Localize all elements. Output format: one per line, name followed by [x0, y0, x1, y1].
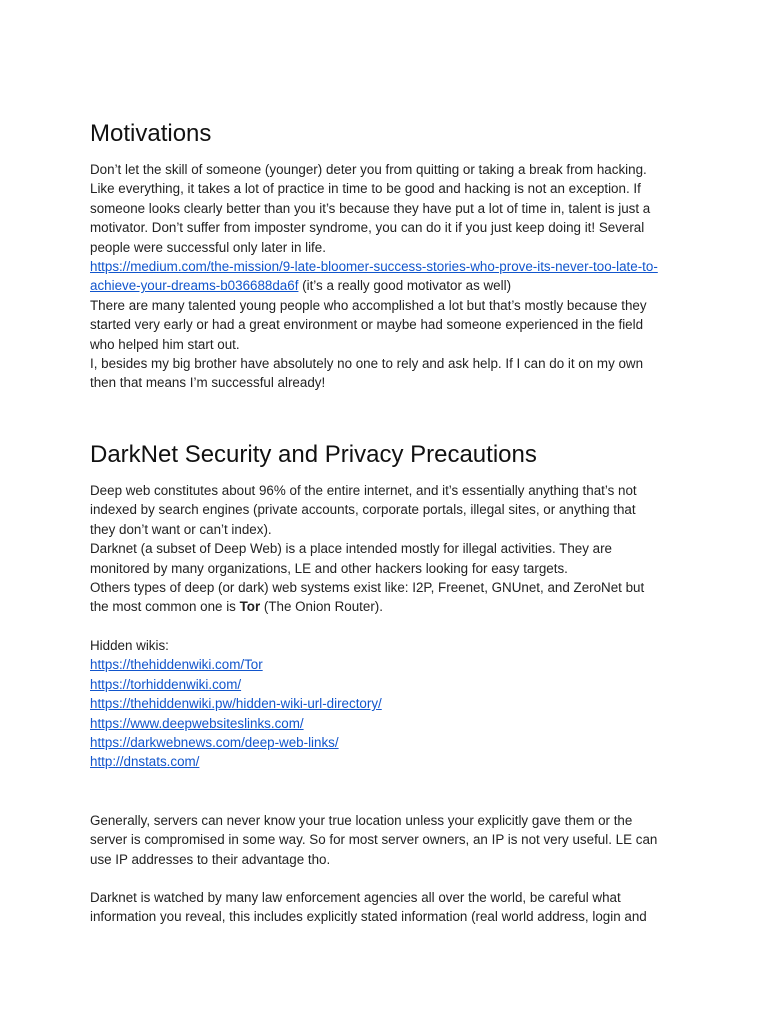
list-item [90, 714, 690, 733]
text-line: server is compromised in some way. So for most server owners, an IP is not very useful. LE can [90, 832, 658, 848]
ip-paragraph [90, 811, 690, 869]
tor-bold: Tor [239, 599, 261, 615]
list-item [90, 694, 690, 713]
text-line [90, 597, 690, 616]
motivations-body [90, 160, 690, 393]
medium-article-link[interactable]: https://medium.com/the-mission/9-late-bloomer-success-stories-who-prove-its-never-too-late-to- [90, 259, 658, 275]
text-line: monitored by many organizations, LE and other hackers looking for easy targets. [90, 560, 568, 576]
medium-article-link-cont[interactable]: achieve-your-dreams-b036688da6f [90, 278, 299, 294]
text-line: Darknet is watched by many law enforcement agencies all over the world, be careful what [90, 890, 621, 905]
link-comment: (it’s a really good motivator as well) [298, 278, 512, 294]
darknet-intro [90, 481, 690, 617]
section-heading-motivations: Motivations [90, 120, 212, 147]
text-line: Generally, servers can never know your true location unless your explicitly gave them or the [90, 813, 633, 828]
section-heading-darknet: DarkNet Security and Privacy Precautions [90, 441, 537, 468]
wiki-link[interactable]: https://www.deepwebsiteslinks.com/ [90, 715, 304, 731]
text-line: who helped him start out. [90, 336, 240, 352]
wiki-link[interactable]: https://thehiddenwiki.com/Tor [90, 657, 263, 673]
wiki-link[interactable]: https://torhiddenwiki.com/ [90, 676, 242, 692]
text-line: Like everything, it takes a lot of practice in time to be good and hacking is not an exception. If [90, 181, 641, 197]
watched-paragraph [90, 888, 690, 927]
text-line: use IP addresses to their advantage tho. [90, 851, 331, 867]
text-line: indexed by search engines (private accounts, corporate portals, illegal sites, or anything that [90, 502, 636, 518]
hidden-wikis-label: Hidden wikis: [90, 638, 169, 653]
wiki-link[interactable]: http://dnstats.com/ [90, 754, 200, 770]
text-line: Darknet (a subset of Deep Web) is a place intended mostly for illegal activities. They are [90, 541, 612, 557]
list-item [90, 733, 690, 752]
list-item [90, 752, 690, 771]
text-line: I, besides my big brother have absolutely no one to rely and ask help. If I can do it on my own [90, 356, 644, 372]
text-line: There are many talented young people who accomplished a lot but that’s mostly because they [90, 297, 647, 313]
text-line: people were successful only later in life. [90, 239, 326, 255]
text-line: they don’t want or can’t index). [90, 521, 272, 537]
list-item [90, 675, 690, 694]
text-line: started very early or had a great environment or maybe had someone experienced in the field [90, 317, 644, 333]
text-fragment: (The Onion Router). [260, 599, 383, 615]
text-line: Deep web constitutes about 96% of the entire internet, and it’s essentially anything that’s not [90, 483, 637, 498]
wiki-link[interactable]: https://thehiddenwiki.pw/hidden-wiki-url-directory/ [90, 696, 382, 712]
text-line [90, 257, 690, 276]
text-line: Others types of deep (or dark) web systems exist like: I2P, Freenet, GNUnet, and ZeroNet but [90, 580, 645, 596]
wiki-link[interactable]: https://darkwebnews.com/deep-web-links/ [90, 735, 339, 751]
text-line [90, 276, 690, 295]
text-line: Don’t let the skill of someone (younger) deter you from quitting or taking a break from hacking. [90, 162, 647, 177]
list-item [90, 655, 690, 674]
text-line: then that means I’m successful already! [90, 375, 326, 391]
text-line: information you reveal, this includes explicitly stated information (real world address, login and [90, 909, 647, 925]
text-line: motivator. Don’t suffer from imposter syndrome, you can do it if you just keep doing it! Several [90, 220, 645, 236]
hidden-wikis-list [90, 636, 690, 772]
text-fragment: the most common one is [90, 599, 240, 615]
text-line: someone looks clearly better than you it’s because they have put a lot of time in, talent is just a [90, 200, 651, 216]
